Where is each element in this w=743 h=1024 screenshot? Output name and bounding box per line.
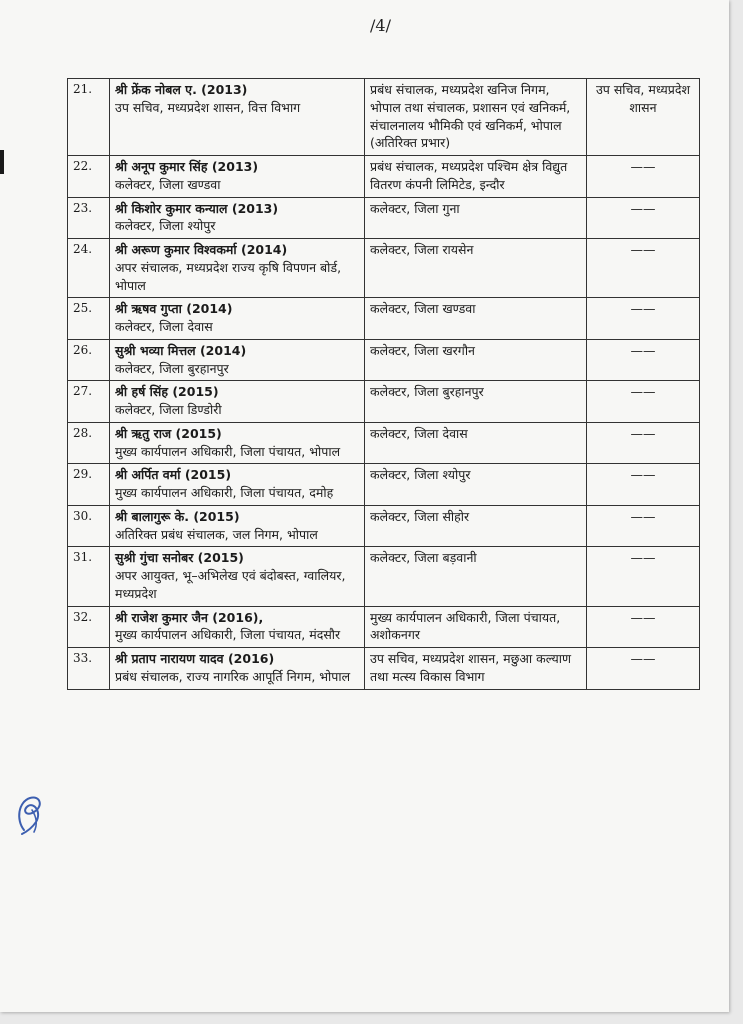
serial-number: 27.	[68, 381, 110, 423]
serial-number: 26.	[68, 339, 110, 381]
table-row	[68, 648, 700, 690]
officer-name: श्री अरूण कुमार विश्वकर्मा (2014)	[115, 242, 288, 257]
new-posting: प्रबंध संचालक, मध्यप्रदेश पश्चिम क्षेत्र विद्युत वितरण कंपनी लिमिटेड, इन्दौर	[365, 156, 587, 198]
table-row	[68, 464, 700, 506]
table-row	[68, 197, 700, 239]
current-posting: मुख्य कार्यपालन अधिकारी, जिला पंचायत, दमोह	[115, 485, 334, 500]
serial-number: 28.	[68, 422, 110, 464]
additional-charge: ——	[587, 381, 700, 423]
officer-cell	[110, 381, 365, 423]
officer-name: श्री बालागुरू के. (2015)	[115, 508, 240, 524]
officer-cell	[110, 422, 365, 464]
officer-cell	[110, 339, 365, 381]
additional-charge: ——	[587, 648, 700, 690]
new-posting: उप सचिव, मध्यप्रदेश शासन, मछुआ कल्याण तथा मत्स्य विकास विभाग	[365, 648, 587, 690]
table-row	[68, 547, 700, 606]
page-number: /4/	[370, 16, 391, 35]
additional-charge: ——	[587, 547, 700, 606]
serial-number: 31.	[68, 547, 110, 606]
table-row	[68, 505, 700, 547]
officer-cell	[110, 606, 365, 648]
serial-number: 30.	[68, 505, 110, 547]
table-row	[68, 298, 700, 340]
additional-charge: ——	[587, 606, 700, 648]
serial-number: 29.	[68, 464, 110, 506]
officer-name: सुश्री भव्या मित्तल (2014)	[115, 342, 247, 358]
additional-charge: ——	[587, 156, 700, 198]
officer-cell	[110, 505, 365, 547]
new-posting: कलेक्टर, जिला श्योपुर	[365, 464, 587, 506]
current-posting: कलेक्टर, जिला श्योपुर	[115, 218, 216, 234]
officer-cell	[110, 648, 365, 690]
serial-number: 23.	[68, 197, 110, 239]
table-row	[68, 606, 700, 648]
current-posting: प्रबंध संचालक, राज्य नागरिक आपूर्ति निगम, भोपाल	[115, 668, 351, 684]
officer-name: श्री अनूप कुमार सिंह (2013)	[115, 159, 259, 174]
additional-charge: ——	[587, 464, 700, 506]
additional-charge: ——	[587, 197, 700, 239]
officer-cell	[110, 547, 365, 606]
new-posting: कलेक्टर, जिला सीहोर	[365, 505, 587, 547]
edge-mark	[0, 150, 4, 174]
table-row	[68, 381, 700, 423]
new-posting: कलेक्टर, जिला देवास	[365, 422, 587, 464]
additional-charge: ——	[587, 505, 700, 547]
serial-number: 33.	[68, 648, 110, 690]
transfer-table	[67, 78, 700, 690]
officer-cell	[110, 197, 365, 239]
new-posting: कलेक्टर, जिला खण्डवा	[365, 298, 587, 340]
current-posting: कलेक्टर, जिला डिण्डोरी	[115, 402, 222, 417]
current-posting: मुख्य कार्यपालन अधिकारी, जिला पंचायत, मंदसौर	[115, 627, 341, 643]
new-posting: कलेक्टर, जिला बुरहानपुर	[365, 381, 587, 423]
current-posting: उप सचिव, मध्यप्रदेश शासन, वित्त विभाग	[115, 99, 301, 115]
table-row	[68, 79, 700, 156]
additional-charge: ——	[587, 298, 700, 340]
new-posting: कलेक्टर, जिला रायसेन	[365, 239, 587, 298]
new-posting: कलेक्टर, जिला गुना	[365, 197, 587, 239]
serial-number: 22.	[68, 156, 110, 198]
table-row	[68, 422, 700, 464]
officer-cell	[110, 298, 365, 340]
table-row	[68, 156, 700, 198]
current-posting: कलेक्टर, जिला बुरहानपुर	[115, 360, 229, 376]
officer-name: सुश्री गुंचा सनोबर (2015)	[115, 550, 244, 566]
officer-name: श्री अर्पित वर्मा (2015)	[115, 467, 232, 483]
new-posting: कलेक्टर, जिला खरगौन	[365, 339, 587, 381]
current-posting: कलेक्टर, जिला खण्डवा	[115, 176, 221, 192]
additional-charge: ——	[587, 422, 700, 464]
current-posting: अपर संचालक, मध्यप्रदेश राज्य कृषि विपणन बोर्ड, भोपाल	[115, 259, 342, 293]
serial-number: 21.	[68, 79, 110, 156]
officer-name: श्री राजेश कुमार जैन (2016),	[115, 609, 264, 625]
officer-cell	[110, 464, 365, 506]
serial-number: 24.	[68, 239, 110, 298]
additional-charge: ——	[587, 339, 700, 381]
handwritten-signature	[14, 790, 48, 838]
current-posting: अपर आयुक्त, भू–अभिलेख एवं बंदोबस्त, ग्वालियर, मध्यप्रदेश	[115, 568, 346, 601]
officer-name: श्री प्रताप नारायण यादव (2016)	[115, 651, 275, 666]
officer-name: श्री ऋतु राज (2015)	[115, 425, 222, 441]
new-posting: प्रबंध संचालक, मध्यप्रदेश खनिज निगम, भोपाल तथा संचालक, प्रशासन एवं खनिकर्म, संचालनालय भौमिकी एवं खनिकर्म, भोपाल (अतिरिक्त प्रभार)	[365, 79, 587, 156]
current-posting: कलेक्टर, जिला देवास	[115, 319, 213, 334]
officer-name: श्री हर्ष सिंह (2015)	[115, 384, 219, 400]
additional-charge: ——	[587, 239, 700, 298]
officer-name: श्री किशोर कुमार कन्याल (2013)	[115, 200, 279, 216]
serial-number: 25.	[68, 298, 110, 340]
officer-cell	[110, 239, 365, 298]
table-row	[68, 239, 700, 298]
table-row	[68, 339, 700, 381]
officer-name: श्री ऋषव गुप्ता (2014)	[115, 301, 233, 317]
additional-charge: उप सचिव, मध्यप्रदेश शासन	[587, 79, 700, 156]
serial-number: 32.	[68, 606, 110, 648]
current-posting: अतिरिक्त प्रबंध संचालक, जल निगम, भोपाल	[115, 526, 318, 542]
new-posting: मुख्य कार्यपालन अधिकारी, जिला पंचायत, अशोकनगर	[365, 606, 587, 648]
new-posting: कलेक्टर, जिला बड़वानी	[365, 547, 587, 606]
current-posting: मुख्य कार्यपालन अधिकारी, जिला पंचायत, भोपाल	[115, 443, 341, 459]
officer-name: श्री फ्रेंक नोबल ए. (2013)	[115, 82, 248, 97]
officer-cell	[110, 156, 365, 198]
officer-cell	[110, 79, 365, 156]
